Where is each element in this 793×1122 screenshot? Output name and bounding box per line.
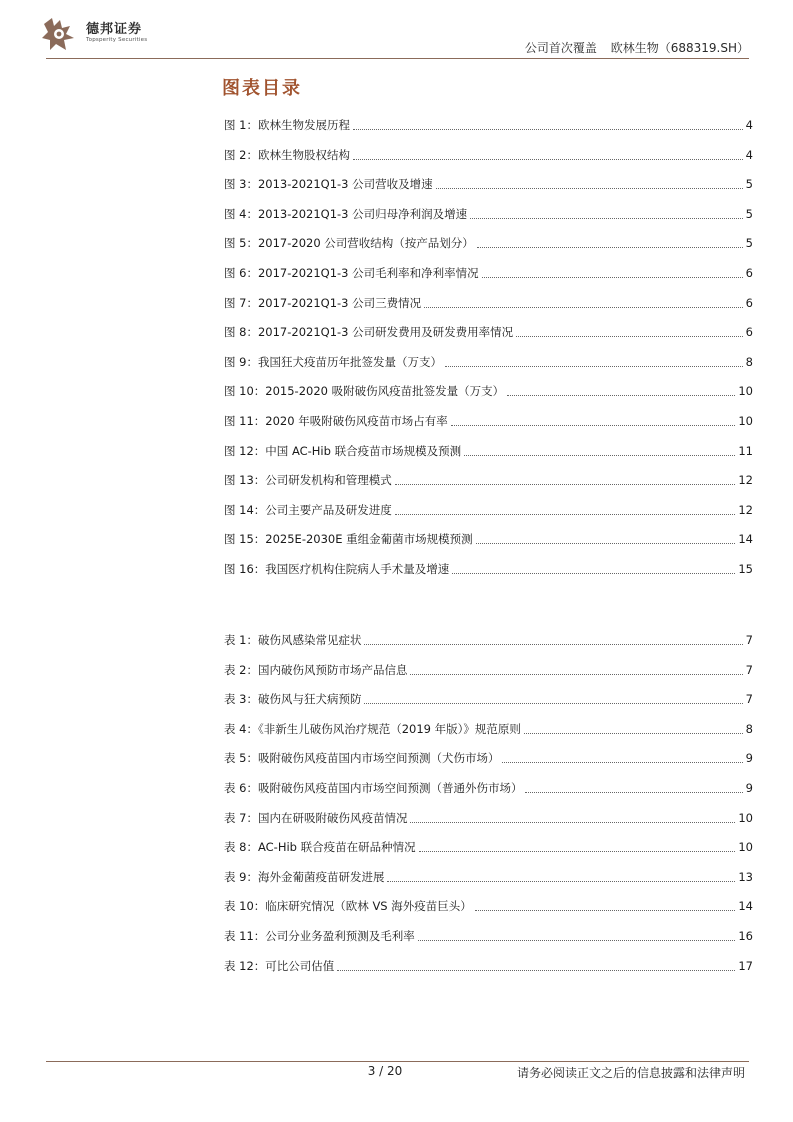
report-type: 公司首次覆盖 xyxy=(524,41,597,55)
table-toc-entry-page-number: 10 xyxy=(738,810,753,825)
table-toc-entry[interactable] xyxy=(224,839,753,855)
figure-toc-entry[interactable] xyxy=(224,561,753,577)
figure-toc-entry[interactable] xyxy=(224,206,753,222)
figure-toc-entry-page-number: 4 xyxy=(745,118,753,132)
figure-toc-entry-label: 图 7：2017-2021Q1-3 公司三费情况 xyxy=(224,295,422,310)
dot-leader xyxy=(395,484,736,485)
report-header-info xyxy=(525,39,749,56)
figure-toc-entry-page-number: 11 xyxy=(738,443,753,458)
table-toc-entry[interactable] xyxy=(224,810,753,826)
table-toc-entry-label: 表 1：破伤风感染常见症状 xyxy=(224,633,362,647)
dot-leader xyxy=(410,822,735,823)
figure-toc-entry[interactable] xyxy=(224,295,753,311)
dot-leader xyxy=(452,573,735,574)
dot-leader xyxy=(475,910,736,911)
dot-leader xyxy=(353,129,743,130)
dot-leader xyxy=(410,674,742,675)
figure-toc-entry-page-number: 14 xyxy=(738,532,753,547)
table-toc-entry-page-number: 16 xyxy=(738,929,753,943)
figure-toc-entry-page-number: 5 xyxy=(745,206,753,221)
table-toc-entry[interactable] xyxy=(224,958,753,974)
figure-toc-entry[interactable] xyxy=(224,383,753,399)
rabbit-logo-icon xyxy=(40,16,78,52)
page-number: 3 / 20 xyxy=(367,1064,403,1078)
table-toc-entry[interactable] xyxy=(224,928,753,944)
figure-toc-entry-label: 图 3：2013-2021Q1-3 公司营收及增速 xyxy=(224,177,433,192)
table-toc-entry-label: 表 12：可比公司估值 xyxy=(224,958,335,973)
footer-divider xyxy=(46,1061,749,1062)
figure-toc-entry-label: 图 10：2015-2020 吸附破伤风疫苗批签发量（万支） xyxy=(224,384,505,399)
dot-leader xyxy=(476,543,736,544)
figure-toc-entry-page-number: 4 xyxy=(745,147,753,162)
table-toc-entry-page-number: 8 xyxy=(745,721,753,736)
figure-toc-entry[interactable] xyxy=(224,265,753,281)
table-toc-entry-label: 表 9：海外金葡菌疫苗研发进展 xyxy=(224,869,385,884)
dot-leader xyxy=(419,851,736,852)
table-toc-entry[interactable] xyxy=(224,691,753,707)
figure-toc-entry-label: 图 8：2017-2021Q1-3 公司研发费用及研发费用率情况 xyxy=(224,325,514,340)
dot-leader xyxy=(424,307,743,308)
figure-toc-entry-label: 图 11：2020 年吸附破伤风疫苗市场占有率 xyxy=(224,414,448,428)
logo-name-cn: 德邦证券 xyxy=(86,22,143,37)
figure-toc-entry[interactable] xyxy=(224,354,753,370)
figure-toc-entry[interactable] xyxy=(224,443,753,459)
table-toc-entry-label: 表 4：《非新生儿破伤风治疗规范（2019 年版）》规范原则 xyxy=(224,721,521,736)
figure-toc-entry-label: 图 14：公司主要产品及研发进度 xyxy=(224,502,392,517)
figure-toc-entry[interactable] xyxy=(224,147,753,163)
table-toc-entry-page-number: 13 xyxy=(738,869,753,884)
dot-leader xyxy=(477,247,743,248)
figure-toc-entry-page-number: 6 xyxy=(745,295,753,310)
logo-name-en: Topsperity Securities xyxy=(86,37,148,43)
dot-leader xyxy=(482,277,743,278)
figure-toc-entry[interactable] xyxy=(224,413,753,429)
legal-disclaimer: 请务必阅读正文之后的信息披露和法律声明 xyxy=(516,1066,745,1080)
table-toc-entry-page-number: 17 xyxy=(738,958,753,973)
table-toc-entry-page-number: 9 xyxy=(745,751,753,766)
dot-leader xyxy=(445,366,743,367)
dot-leader xyxy=(516,336,743,337)
table-toc-entry[interactable] xyxy=(224,898,753,914)
figure-toc-entry[interactable] xyxy=(224,324,753,340)
figure-toc-entry-page-number: 10 xyxy=(738,384,753,399)
figure-toc-entry-label: 图 13：公司研发机构和管理模式 xyxy=(224,473,392,488)
company-logo xyxy=(40,16,180,52)
table-toc-entry-label: 表 7：国内在研吸附破伤风疫苗情况 xyxy=(224,810,408,825)
figure-toc-entry-label: 图 15：2025E-2030E 重组金葡菌市场规模预测 xyxy=(224,532,473,547)
dot-leader xyxy=(464,455,735,456)
figure-toc-entry-label: 图 1：欧林生物发展历程 xyxy=(224,118,350,132)
figure-toc-entry-page-number: 15 xyxy=(738,562,753,576)
dot-leader xyxy=(524,733,743,734)
table-toc-entry-label: 表 8：AC-Hib 联合疫苗在研品种情况 xyxy=(224,840,416,855)
dot-leader xyxy=(337,970,735,971)
dot-leader xyxy=(353,159,743,160)
table-toc-entry-label: 表 3：破伤风与狂犬病预防 xyxy=(224,692,362,707)
dot-leader xyxy=(470,218,743,219)
table-toc-entry-label: 表 2：国内破伤风预防市场产品信息 xyxy=(224,662,408,677)
dot-leader xyxy=(364,644,742,645)
dot-leader xyxy=(395,514,736,515)
toc-title: 图表目录 xyxy=(222,78,302,99)
table-toc-entry-label: 表 10：临床研究情况（欧林 VS 海外疫苗巨头） xyxy=(224,899,472,914)
table-toc-entry[interactable] xyxy=(224,750,753,766)
company-ticker: 欧林生物（688319.SH） xyxy=(610,41,749,55)
figure-toc-entry-page-number: 5 xyxy=(745,177,753,192)
table-toc-entry[interactable] xyxy=(224,632,753,648)
figure-toc-entry-page-number: 12 xyxy=(738,502,753,517)
table-toc-entry-page-number: 7 xyxy=(745,633,753,647)
dot-leader xyxy=(364,703,742,704)
dot-leader xyxy=(507,395,735,396)
figure-toc-entry-label: 图 12：中国 AC-Hib 联合疫苗市场规模及预测 xyxy=(224,443,462,458)
table-toc-entry[interactable] xyxy=(224,721,753,737)
figure-toc-entry[interactable] xyxy=(224,117,753,133)
table-toc-entry-label: 表 5：吸附破伤风疫苗国内市场空间预测（犬伤市场） xyxy=(224,751,500,766)
figure-toc-entry-label: 图 4：2013-2021Q1-3 公司归母净利润及增速 xyxy=(224,206,468,221)
figure-toc-entry-page-number: 8 xyxy=(745,354,753,369)
table-toc-entry-page-number: 7 xyxy=(745,662,753,677)
dot-leader xyxy=(418,940,736,941)
figure-toc-entry[interactable] xyxy=(224,531,753,547)
figure-toc-entry[interactable] xyxy=(224,176,753,192)
figure-toc-entry-label: 图 9：我国狂犬疫苗历年批签发量（万支） xyxy=(224,354,442,369)
table-toc-entry-page-number: 9 xyxy=(745,781,753,795)
figure-toc-entry-label: 图 5：2017-2020 公司营收结构（按产品划分） xyxy=(224,236,474,251)
figure-toc-entry[interactable] xyxy=(224,502,753,518)
dot-leader xyxy=(436,188,743,189)
table-toc-entry-page-number: 10 xyxy=(738,840,753,855)
figure-toc-entry-label: 图 16：我国医疗机构住院病人手术量及增速 xyxy=(224,562,450,576)
dot-leader xyxy=(502,762,742,763)
figure-toc-entry-page-number: 6 xyxy=(745,325,753,340)
header-divider xyxy=(46,58,749,59)
figure-toc-entry-page-number: 6 xyxy=(745,266,753,280)
dot-leader xyxy=(451,425,736,426)
figure-toc-entry-page-number: 5 xyxy=(745,236,753,251)
figure-toc-entry-page-number: 10 xyxy=(738,414,753,428)
table-toc-entry-label: 表 6：吸附破伤风疫苗国内市场空间预测（普通外伤市场） xyxy=(224,781,523,795)
figure-toc-entry[interactable] xyxy=(224,235,753,251)
table-toc-entry-page-number: 14 xyxy=(738,899,753,914)
dot-leader xyxy=(387,881,735,882)
figure-toc-entry[interactable] xyxy=(224,472,753,488)
table-toc-entry[interactable] xyxy=(224,780,753,796)
figure-toc-entry-label: 图 6：2017-2021Q1-3 公司毛利率和净利率情况 xyxy=(224,266,479,280)
table-toc-entry-label: 表 11：公司分业务盈利预测及毛利率 xyxy=(224,929,415,943)
table-toc-entry[interactable] xyxy=(224,869,753,885)
dot-leader xyxy=(525,792,742,793)
table-toc-entry[interactable] xyxy=(224,662,753,678)
figure-toc-entry-label: 图 2：欧林生物股权结构 xyxy=(224,147,350,162)
figure-toc-entry-page-number: 12 xyxy=(738,473,753,488)
table-toc-entry-page-number: 7 xyxy=(745,692,753,707)
